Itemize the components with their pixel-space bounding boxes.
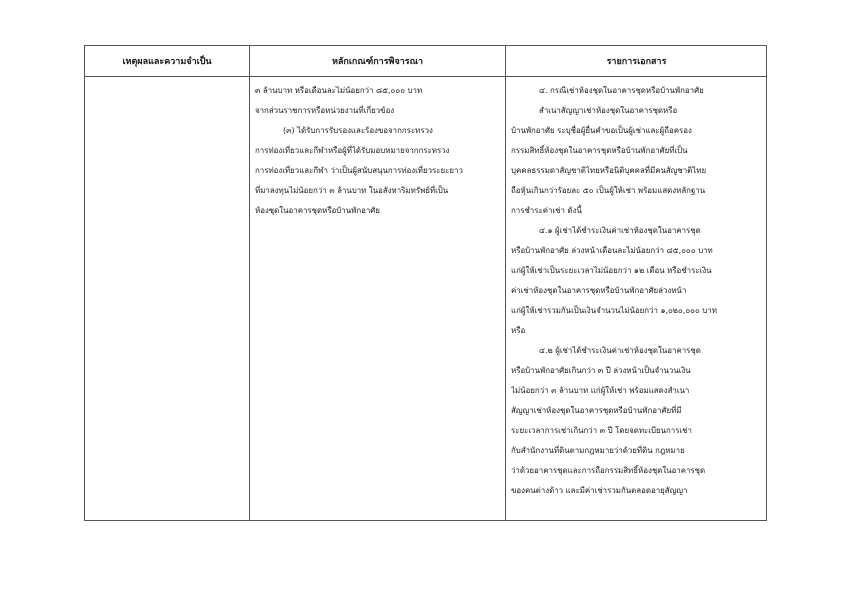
text-line: ระยะเวลาการเช่าเกินกว่า ๓ ปี โดยจดทะเบียนการเช่า: [511, 426, 692, 435]
text-line: การท่องเที่ยวและกีฬา ว่าเป็นผู้สนับสนุนการท่องเที่ยวระยะยาว: [255, 166, 463, 175]
text-line: แก่ผู้ให้เช่ารวมกันเป็นเงินจำนวนไม่น้อยกว่า ๑,๐๒๐,๐๐๐ บาท: [511, 306, 717, 315]
text-line: หรือบ้านพักอาศัย ล่วงหน้าเดือนละไม่น้อยกว่า ๘๕,๐๐๐ บาท: [511, 246, 713, 255]
text-line: จากส่วนราชการหรือหน่วยงานที่เกี่ยวข้อง: [255, 106, 395, 115]
text-line: บ้านพักอาศัย ระบุชื่อผู้ยื่นคำขอเป็นผู้เช่าและผู้ถือครอง: [511, 126, 692, 135]
text-line: ที่มาลงทุนไม่น้อยกว่า ๓ ล้านบาท ในอสังหาริมทรัพย์ที่เป็น: [255, 186, 449, 195]
text-line: การชำระค่าเช่า ดังนี้: [511, 206, 582, 215]
text-line: ๔.๒ ผู้เช่าได้ชำระเงินค่าเช่าห้องชุดในอาคารชุด: [539, 346, 701, 355]
text-line: กับสำนักงานที่ดินตามกฎหมายว่าด้วยที่ดิน กฎหมาย: [511, 446, 685, 455]
text-line: ห้องชุดในอาคารชุดหรือบ้านพักอาศัย: [255, 206, 380, 215]
column-divider: [505, 46, 506, 520]
text-line: ๓ ล้านบาท หรือเดือนละไม่น้อยกว่า ๘๕,๐๐๐ บาท: [255, 86, 423, 95]
header-divider: [85, 76, 766, 77]
column-divider: [249, 46, 250, 520]
text-line: หรือบ้านพักอาศัยเกินกว่า ๓ ปี ล่วงหน้าเป็นจำนวนเงิน: [511, 366, 691, 375]
text-line: ถือหุ้นเกินกว่าร้อยละ ๕๐ เป็นผู้ให้เช่า พร้อมแสดงหลักฐาน: [511, 186, 706, 195]
text-line: แก่ผู้ให้เช่าเป็นระยะเวลาไม่น้อยกว่า ๑๒ เดือน หรือชำระเงิน: [511, 266, 712, 275]
text-line: ว่าด้วยอาคารชุดและการถือกรรมสิทธิ์ห้องชุดในอาคารชุด: [511, 466, 706, 475]
text-line: ๔. กรณีเช่าห้องชุดในอาคารชุดหรือบ้านพักอาศัย: [539, 86, 704, 95]
document-table: [84, 45, 767, 521]
text-line: (๓) ได้รับการรับรองและร้องขอจากกระทรวง: [283, 126, 433, 135]
header-criteria: หลักเกณฑ์การพิจารณา: [331, 57, 424, 67]
header-document-list: รายการเอกสาร: [606, 57, 667, 67]
text-line: ของคนต่างด้าว และมีค่าเช่ารวมกันตลอดอายุสัญญา: [511, 486, 688, 495]
text-line: บุคคลธรรมดาสัญชาติไทยหรือนิติบุคคลที่มีคนสัญชาติไทย: [511, 166, 707, 175]
header-reason-necessity: เหตุผลและความจำเป็น: [122, 57, 212, 67]
text-line: สำเนาสัญญาเช่าห้องชุดในอาคารชุดหรือ: [539, 106, 678, 115]
text-line: ค่าเช่าห้องชุดในอาคารชุดหรือบ้านพักอาศัยล่วงหน้า: [511, 286, 687, 295]
text-line: สัญญาเช่าห้องชุดในอาคารชุดหรือบ้านพักอาศัยที่มี: [511, 406, 682, 415]
text-line: หรือ: [511, 326, 526, 335]
text-line: การท่องเที่ยวและกีฬาหรือผู้ที่ได้รับมอบหมายจากกระทรวง: [255, 146, 450, 155]
text-line: ไม่น้อยกว่า ๓ ล้านบาท แก่ผู้ให้เช่า พร้อมแสดงสำเนา: [511, 386, 690, 395]
text-line: กรรมสิทธิ์ห้องชุดในอาคารชุดหรือบ้านพักอาศัยที่เป็น: [511, 146, 688, 155]
text-line: ๔.๑ ผู้เช่าได้ชำระเงินค่าเช่าห้องชุดในอาคารชุด: [539, 226, 701, 235]
